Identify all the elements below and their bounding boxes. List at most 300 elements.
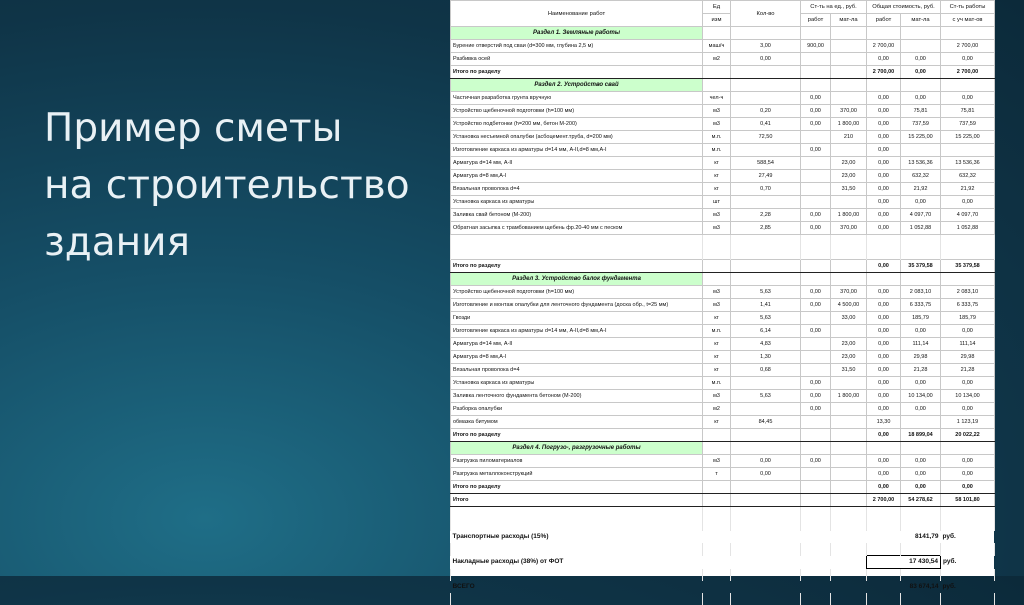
- total-cost-cell: [941, 144, 995, 157]
- summary-currency: руб.: [943, 558, 957, 565]
- total-mat-cell: 0,00: [901, 53, 941, 66]
- header-total-mat: мат-ла: [901, 14, 941, 27]
- header-work-cost: Ст-ть работы: [941, 1, 995, 14]
- total-work-cell: 2 700,00: [867, 40, 901, 53]
- unit-cell: м3: [703, 222, 731, 235]
- total-work-cell: 0,00: [867, 338, 901, 351]
- qty-cell: [731, 92, 801, 105]
- unit-price-mat-cell: [831, 468, 867, 481]
- slide-title: [44, 100, 444, 271]
- total-mat-cell: 0,00: [901, 403, 941, 416]
- section-total-row: [451, 494, 995, 507]
- empty-cell: [901, 519, 941, 531]
- empty-cell: [941, 235, 995, 248]
- table-row: [451, 157, 995, 170]
- unit-price-work-cell: [801, 312, 831, 325]
- total-cost-cell: 2 083,10: [941, 286, 995, 299]
- empty-cell: [451, 519, 703, 531]
- unit-price-work-cell: [801, 351, 831, 364]
- total-work-cell: 0,00: [867, 157, 901, 170]
- section-title: Раздел 3. Устройство балок фундамента: [451, 273, 703, 286]
- unit-price-mat-cell: [831, 92, 867, 105]
- total-cost-cell: 58 101,80: [941, 494, 995, 507]
- total-mat-cell: 15 225,00: [901, 131, 941, 144]
- qty-cell: 1,41: [731, 299, 801, 312]
- work-name-cell: Разбивка осей: [451, 53, 703, 66]
- table-row: [451, 105, 995, 118]
- header-row-1: [451, 1, 995, 14]
- empty-cell: [731, 273, 801, 286]
- header-name: Наименование работ: [451, 1, 703, 27]
- unit-cell: м3: [703, 118, 731, 131]
- table-row: [451, 299, 995, 312]
- work-name-cell: Заливка свай бетоном (М-200): [451, 209, 703, 222]
- qty-cell: [731, 144, 801, 157]
- table-row: [451, 183, 995, 196]
- total-cost-cell: 4 097,70: [941, 209, 995, 222]
- empty-cell: [703, 519, 731, 531]
- total-work-cell: 0,00: [867, 403, 901, 416]
- header-unit: Ед: [703, 1, 731, 14]
- work-name-cell: Гвозди: [451, 312, 703, 325]
- unit-price-work-cell: 0,00: [801, 222, 831, 235]
- empty-cell: [451, 593, 703, 605]
- unit-price-mat-cell: [831, 481, 867, 494]
- unit-price-mat-cell: [831, 53, 867, 66]
- work-name-cell: Изготовление и монтаж опалубки для ленточного фундамента (доска обр., t=25 мм): [451, 299, 703, 312]
- table-row: [451, 209, 995, 222]
- qty-cell: [731, 481, 801, 494]
- empty-cell: [731, 27, 801, 40]
- section-total-row: [451, 429, 995, 442]
- unit-cell: [703, 66, 731, 79]
- qty-cell: 0,68: [731, 364, 801, 377]
- total-work-cell: 0,00: [867, 105, 901, 118]
- empty-cell: [867, 593, 901, 605]
- unit-cell: м2: [703, 403, 731, 416]
- empty-cell: [941, 27, 995, 40]
- table-row: [451, 338, 995, 351]
- total-work-cell: 0,00: [867, 53, 901, 66]
- empty-cell: [703, 569, 731, 582]
- unit-cell: м3: [703, 209, 731, 222]
- work-name-cell: Арматура d=8 мм,А-I: [451, 170, 703, 183]
- work-name-cell: Итого по разделу: [451, 66, 703, 79]
- empty-cell: [451, 235, 703, 248]
- total-work-cell: 0,00: [867, 183, 901, 196]
- unit-price-mat-cell: 210: [831, 131, 867, 144]
- unit-price-mat-cell: [831, 325, 867, 338]
- table-row: [451, 196, 995, 209]
- unit-cell: [703, 260, 731, 273]
- qty-cell: 3,00: [731, 40, 801, 53]
- header-qty: Кол-во: [731, 1, 801, 27]
- total-cost-cell: 632,32: [941, 170, 995, 183]
- summary-currency: руб.: [942, 533, 956, 540]
- total-mat-cell: 21,92: [901, 183, 941, 196]
- unit-price-mat-cell: 33,00: [831, 312, 867, 325]
- total-mat-cell: 35 379,58: [901, 260, 941, 273]
- unit-price-mat-cell: [831, 144, 867, 157]
- empty-cell: [831, 79, 867, 92]
- unit-price-work-cell: 0,00: [801, 92, 831, 105]
- unit-cell: м3: [703, 286, 731, 299]
- unit-price-mat-cell: 23,00: [831, 170, 867, 183]
- unit-price-work-cell: 0,00: [801, 455, 831, 468]
- total-mat-cell: 0,00: [901, 377, 941, 390]
- total-cost-cell: 0,00: [941, 455, 995, 468]
- empty-cell: [731, 235, 801, 248]
- total-work-cell: 0,00: [867, 468, 901, 481]
- work-name-cell: Арматура d=14 мм, А-II: [451, 157, 703, 170]
- table-row: [451, 286, 995, 299]
- summary-row: [451, 531, 995, 543]
- total-work-cell: 0,00: [867, 312, 901, 325]
- qty-cell: [731, 494, 801, 507]
- table-row: [451, 118, 995, 131]
- summary-row: [451, 581, 995, 593]
- empty-cell: [941, 273, 995, 286]
- total-mat-cell: 0,00: [901, 481, 941, 494]
- table-row: [451, 131, 995, 144]
- unit-cell: м3: [703, 299, 731, 312]
- summary-value: 83 674,14: [909, 583, 939, 590]
- work-name-cell: Разгрузка пиломатериалов: [451, 455, 703, 468]
- empty-cell: [801, 569, 831, 582]
- unit-price-mat-cell: 4 500,00: [831, 299, 867, 312]
- empty-cell: [731, 507, 801, 520]
- empty-cell: [703, 543, 731, 556]
- empty-cell: [801, 543, 831, 556]
- empty-cell: [801, 593, 831, 605]
- total-mat-cell: [901, 40, 941, 53]
- empty-cell: [703, 442, 731, 455]
- header-work-cost-sub: с уч мат-ов: [941, 14, 995, 27]
- work-name-cell: Устройство подбетонки (h=200 мм, бетон М-200): [451, 118, 703, 131]
- empty-cell: [941, 442, 995, 455]
- table-row: [451, 312, 995, 325]
- total-cost-cell: 0,00: [941, 377, 995, 390]
- unit-price-mat-cell: 1 800,00: [831, 390, 867, 403]
- qty-cell: 588,54: [731, 157, 801, 170]
- qty-cell: 2,85: [731, 222, 801, 235]
- empty-cell: [451, 247, 703, 260]
- total-cost-cell: 0,00: [941, 53, 995, 66]
- empty-cell: [731, 247, 801, 260]
- total-mat-cell: [901, 416, 941, 429]
- empty-cell: [703, 507, 731, 520]
- unit-price-work-cell: 0,00: [801, 209, 831, 222]
- unit-cell: [703, 429, 731, 442]
- work-name-cell: Арматура d=8 мм,А-I: [451, 351, 703, 364]
- summary-value: 17 430,54: [867, 556, 941, 569]
- work-name-cell: Заливка ленточного фундамента бетоном (М-200): [451, 390, 703, 403]
- total-work-cell: 0,00: [867, 118, 901, 131]
- work-name-cell: Арматура d=14 мм, А-II: [451, 338, 703, 351]
- slide-title-line-1: Пример сметы: [44, 106, 343, 151]
- empty-cell: [901, 235, 941, 248]
- unit-cell: кг: [703, 170, 731, 183]
- unit-price-mat-cell: 23,00: [831, 157, 867, 170]
- blank-row: [451, 507, 995, 520]
- empty-cell: [831, 27, 867, 40]
- total-cost-cell: 13 536,36: [941, 157, 995, 170]
- section-title: Раздел 1. Земляные работы: [451, 27, 703, 40]
- qty-cell: 0,00: [731, 455, 801, 468]
- empty-cell: [901, 442, 941, 455]
- qty-cell: [731, 260, 801, 273]
- empty-cell: [941, 569, 995, 582]
- total-cost-cell: 2 700,00: [941, 66, 995, 79]
- qty-cell: [731, 196, 801, 209]
- total-mat-cell: 10 134,00: [901, 390, 941, 403]
- work-name-cell: Итого по разделу: [451, 260, 703, 273]
- empty-cell: [831, 247, 867, 260]
- unit-price-mat-cell: 370,00: [831, 105, 867, 118]
- unit-price-mat-cell: [831, 40, 867, 53]
- unit-cell: кг: [703, 183, 731, 196]
- estimate-table: [450, 0, 995, 605]
- work-name-cell: обмазка битумом: [451, 416, 703, 429]
- total-cost-cell: 75,81: [941, 105, 995, 118]
- table-row: [451, 170, 995, 183]
- qty-cell: 2,28: [731, 209, 801, 222]
- work-name-cell: Устройство щебеночной подготовки (h=100 мм): [451, 105, 703, 118]
- empty-cell: [867, 235, 901, 248]
- empty-cell: [867, 273, 901, 286]
- total-mat-cell: 6 333,75: [901, 299, 941, 312]
- blank-row: [451, 543, 995, 556]
- total-cost-cell: 185,79: [941, 312, 995, 325]
- section-header-row: [451, 79, 995, 92]
- summary-currency: руб.: [942, 583, 956, 590]
- empty-cell: [901, 507, 941, 520]
- qty-cell: 0,41: [731, 118, 801, 131]
- unit-price-work-cell: [801, 170, 831, 183]
- unit-price-mat-cell: 370,00: [831, 286, 867, 299]
- work-name-cell: Установка несъемной опалубки (асбоцемент.труба, d=200 мм): [451, 131, 703, 144]
- unit-cell: м3: [703, 105, 731, 118]
- summary-value: 8141,79: [915, 533, 939, 540]
- qty-cell: 5,63: [731, 286, 801, 299]
- empty-cell: [867, 519, 901, 531]
- work-name-cell: Вязальная проволока d=4: [451, 183, 703, 196]
- table-row: [451, 377, 995, 390]
- total-cost-cell: 1 123,19: [941, 416, 995, 429]
- qty-cell: 27,49: [731, 170, 801, 183]
- total-work-cell: 0,00: [867, 481, 901, 494]
- total-work-cell: 0,00: [867, 286, 901, 299]
- empty-cell: [831, 273, 867, 286]
- section-total-row: [451, 260, 995, 273]
- total-cost-cell: 0,00: [941, 403, 995, 416]
- section-header-row: [451, 27, 995, 40]
- total-mat-cell: 0,00: [901, 66, 941, 79]
- empty-cell: [731, 519, 801, 531]
- total-mat-cell: 0,00: [901, 196, 941, 209]
- unit-price-work-cell: [801, 338, 831, 351]
- total-cost-cell: 111,14: [941, 338, 995, 351]
- table-row: [451, 351, 995, 364]
- blank-row: [451, 593, 995, 605]
- unit-price-work-cell: [801, 131, 831, 144]
- total-work-cell: 13,30: [867, 416, 901, 429]
- blank-row: [451, 247, 995, 260]
- total-cost-cell: 0,00: [941, 481, 995, 494]
- unit-price-work-cell: [801, 66, 831, 79]
- empty-cell: [801, 507, 831, 520]
- empty-cell: [901, 273, 941, 286]
- table-row: [451, 455, 995, 468]
- unit-price-mat-cell: [831, 196, 867, 209]
- total-cost-cell: 35 379,58: [941, 260, 995, 273]
- unit-price-work-cell: [801, 481, 831, 494]
- empty-cell: [731, 569, 801, 582]
- unit-cell: кг: [703, 312, 731, 325]
- unit-cell: м3: [703, 455, 731, 468]
- unit-price-mat-cell: 31,50: [831, 183, 867, 196]
- table-row: [451, 325, 995, 338]
- table-row: [451, 390, 995, 403]
- section-title: Раздел 4. Погрузо-, разгрузочные работы: [451, 442, 703, 455]
- qty-cell: 0,20: [731, 105, 801, 118]
- total-work-cell: 0,00: [867, 390, 901, 403]
- empty-cell: [831, 235, 867, 248]
- total-work-cell: 0,00: [867, 351, 901, 364]
- empty-cell: [831, 507, 867, 520]
- unit-price-work-cell: 0,00: [801, 105, 831, 118]
- empty-cell: [901, 569, 941, 582]
- qty-cell: [731, 429, 801, 442]
- work-name-cell: Установка каркаса из арматуры: [451, 196, 703, 209]
- total-work-cell: 0,00: [867, 364, 901, 377]
- total-mat-cell: 737,59: [901, 118, 941, 131]
- total-mat-cell: 185,79: [901, 312, 941, 325]
- unit-price-work-cell: [801, 183, 831, 196]
- empty-cell: [831, 442, 867, 455]
- empty-cell: [901, 247, 941, 260]
- total-cost-cell: 1 052,88: [941, 222, 995, 235]
- total-work-cell: 0,00: [867, 92, 901, 105]
- total-work-cell: 0,00: [867, 209, 901, 222]
- empty-cell: [941, 519, 995, 531]
- qty-cell: 4,83: [731, 338, 801, 351]
- unit-price-work-cell: 0,00: [801, 390, 831, 403]
- empty-cell: [867, 543, 901, 556]
- table-row: [451, 144, 995, 157]
- empty-cell: [801, 79, 831, 92]
- total-cost-cell: 21,92: [941, 183, 995, 196]
- total-cost-cell: 2 700,00: [941, 40, 995, 53]
- unit-cell: м.п.: [703, 377, 731, 390]
- qty-cell: 0,70: [731, 183, 801, 196]
- work-name-cell: Итого по разделу: [451, 481, 703, 494]
- unit-price-work-cell: [801, 260, 831, 273]
- unit-price-mat-cell: [831, 455, 867, 468]
- empty-cell: [801, 247, 831, 260]
- unit-cell: т: [703, 468, 731, 481]
- slide-title-line-2: на строительство: [44, 163, 410, 208]
- total-work-cell: 0,00: [867, 325, 901, 338]
- unit-price-work-cell: 900,00: [801, 40, 831, 53]
- unit-cell: чел-ч: [703, 92, 731, 105]
- unit-price-work-cell: 0,00: [801, 403, 831, 416]
- total-cost-cell: 20 022,22: [941, 429, 995, 442]
- summary-label: ВСЕГО: [452, 583, 475, 590]
- unit-price-work-cell: 0,00: [801, 325, 831, 338]
- summary-label: Транспортные расходы (15%): [452, 533, 549, 540]
- unit-price-mat-cell: [831, 403, 867, 416]
- empty-cell: [703, 593, 731, 605]
- section-total-row: [451, 66, 995, 79]
- qty-cell: 5,63: [731, 312, 801, 325]
- total-work-cell: 0,00: [867, 222, 901, 235]
- unit-price-work-cell: [801, 416, 831, 429]
- empty-cell: [867, 247, 901, 260]
- total-work-cell: 0,00: [867, 260, 901, 273]
- qty-cell: 0,00: [731, 468, 801, 481]
- total-mat-cell: 2 083,10: [901, 286, 941, 299]
- unit-price-work-cell: [801, 494, 831, 507]
- header-total-cost: Общая стоимость, руб.: [867, 1, 941, 14]
- total-work-cell: 0,00: [867, 299, 901, 312]
- empty-cell: [731, 442, 801, 455]
- total-mat-cell: 0,00: [901, 455, 941, 468]
- total-cost-cell: 6 333,75: [941, 299, 995, 312]
- qty-cell: 6,14: [731, 325, 801, 338]
- header-unit-cost-work: работ: [801, 14, 831, 27]
- empty-cell: [801, 519, 831, 531]
- empty-cell: [731, 593, 801, 605]
- unit-cell: кг: [703, 351, 731, 364]
- header-total-work: работ: [867, 14, 901, 27]
- unit-price-work-cell: 0,00: [801, 118, 831, 131]
- unit-price-mat-cell: 370,00: [831, 222, 867, 235]
- table-row: [451, 468, 995, 481]
- qty-cell: 1,30: [731, 351, 801, 364]
- total-mat-cell: 0,00: [901, 325, 941, 338]
- empty-cell: [731, 79, 801, 92]
- total-cost-cell: 21,28: [941, 364, 995, 377]
- unit-cell: м.п.: [703, 131, 731, 144]
- total-mat-cell: 75,81: [901, 105, 941, 118]
- summary-label: Накладные расходы (38%) от ФОТ: [452, 558, 564, 565]
- empty-cell: [703, 235, 731, 248]
- unit-price-work-cell: [801, 157, 831, 170]
- empty-cell: [867, 79, 901, 92]
- total-mat-cell: 1 052,88: [901, 222, 941, 235]
- section-title: Раздел 2. Устройство свай: [451, 79, 703, 92]
- empty-cell: [867, 27, 901, 40]
- empty-cell: [801, 273, 831, 286]
- table-row: [451, 222, 995, 235]
- qty-cell: 0,00: [731, 53, 801, 66]
- total-mat-cell: 29,98: [901, 351, 941, 364]
- unit-price-work-cell: 0,00: [801, 377, 831, 390]
- work-name-cell: Бурение отверстий под сваи (d=300 мм, глубина 2,5 м): [451, 40, 703, 53]
- empty-cell: [703, 27, 731, 40]
- work-name-cell: Изготовление каркаса из арматуры d=14 мм, А-II,d=8 мм,А-I: [451, 144, 703, 157]
- total-cost-cell: 29,98: [941, 351, 995, 364]
- total-work-cell: 2 700,00: [867, 66, 901, 79]
- total-cost-cell: 10 134,00: [941, 390, 995, 403]
- empty-cell: [831, 519, 867, 531]
- total-cost-cell: 15 225,00: [941, 131, 995, 144]
- total-mat-cell: 0,00: [901, 92, 941, 105]
- empty-cell: [901, 593, 941, 605]
- total-work-cell: 0,00: [867, 429, 901, 442]
- empty-cell: [831, 569, 867, 582]
